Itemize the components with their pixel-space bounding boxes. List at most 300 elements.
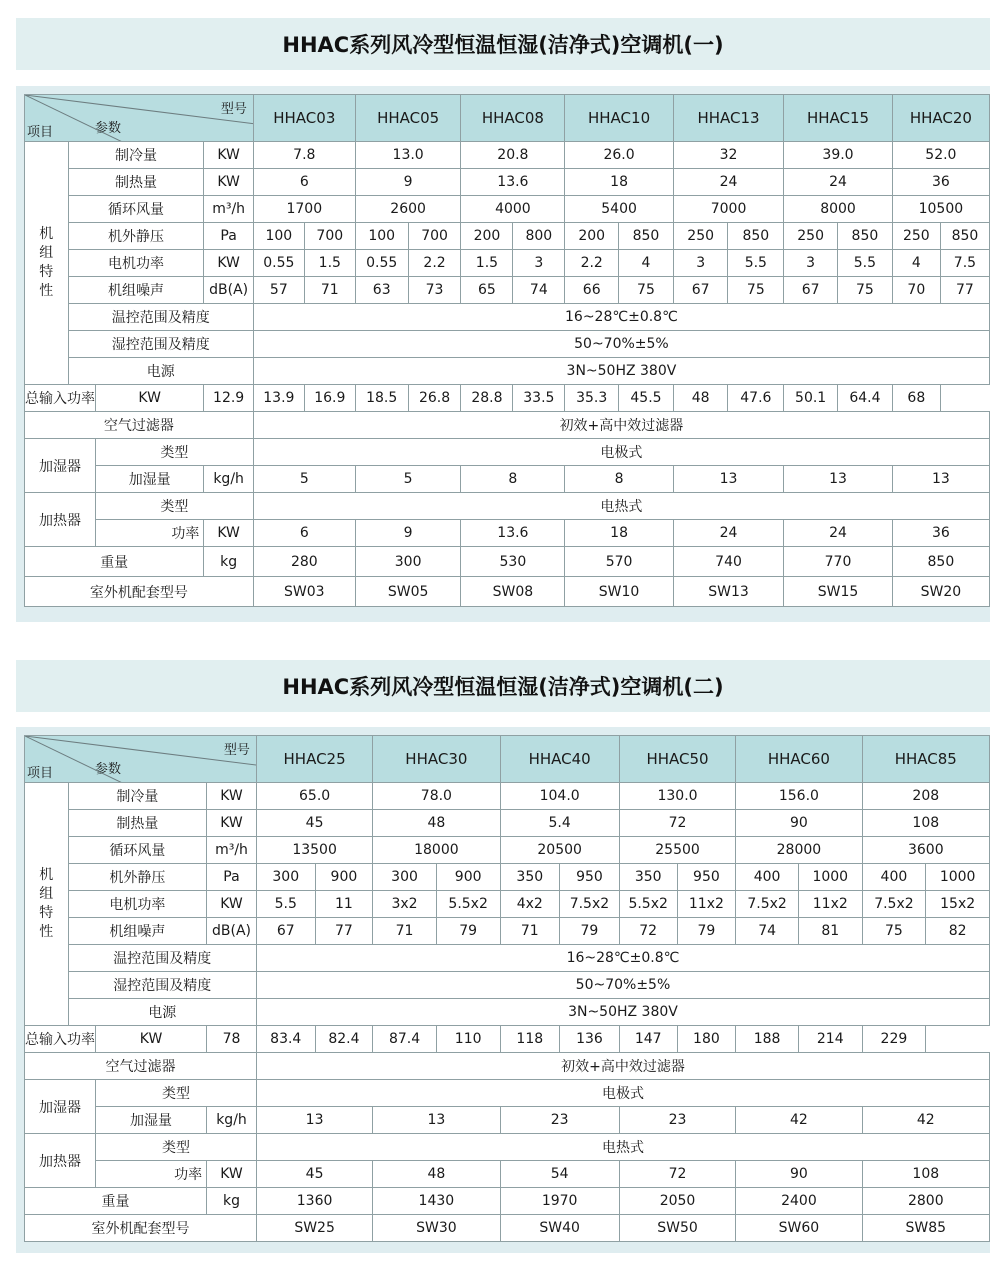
cell-value: 7.5x2 bbox=[736, 891, 799, 918]
cell-value: 24 bbox=[784, 520, 893, 547]
model-header: HHAC30 bbox=[373, 736, 500, 783]
cell-value: 1.5 bbox=[304, 250, 355, 277]
cell-value: 77 bbox=[940, 277, 989, 304]
row-label: 机外静压 bbox=[68, 864, 206, 891]
cell-value: 7.5x2 bbox=[862, 891, 926, 918]
cell-value: 3 bbox=[673, 250, 728, 277]
cell-value: 13500 bbox=[256, 837, 372, 864]
cell-value: 28000 bbox=[736, 837, 862, 864]
cell-value: 79 bbox=[677, 918, 736, 945]
cell-value: 4 bbox=[619, 250, 674, 277]
weight-label: 重量 bbox=[25, 547, 204, 577]
cell-value: SW05 bbox=[355, 577, 461, 607]
cell-value: 73 bbox=[408, 277, 461, 304]
row-label: 机组噪声 bbox=[68, 918, 206, 945]
cell-value: 250 bbox=[892, 223, 940, 250]
cell-value: 530 bbox=[461, 547, 565, 577]
corner-param-label: 参数 bbox=[95, 121, 122, 136]
cell-value: 6 bbox=[253, 169, 355, 196]
cell-value: 36 bbox=[892, 520, 989, 547]
cell-value: SW10 bbox=[565, 577, 674, 607]
cell-value: SW85 bbox=[862, 1215, 989, 1242]
cell-value: SW15 bbox=[784, 577, 893, 607]
cell-value: 110 bbox=[436, 1026, 500, 1053]
cell-value: 11 bbox=[315, 891, 373, 918]
heater-type-value: 电热式 bbox=[256, 1134, 989, 1161]
corner-header bbox=[25, 95, 254, 142]
cell-value: 770 bbox=[784, 547, 893, 577]
cell-value: 208 bbox=[862, 783, 989, 810]
air-filter-label: 空气过滤器 bbox=[25, 1053, 257, 1080]
cell-value: 850 bbox=[619, 223, 674, 250]
row-label: 制热量 bbox=[68, 169, 204, 196]
unit-features-char: 组 bbox=[39, 886, 54, 902]
cell-value: 850 bbox=[940, 223, 989, 250]
cell-value: 400 bbox=[862, 864, 926, 891]
cell-value: 350 bbox=[500, 864, 560, 891]
cell-value: 7000 bbox=[673, 196, 783, 223]
unit-label: dB(A) bbox=[204, 277, 253, 304]
heater-power-label: 功率 bbox=[96, 1161, 207, 1188]
row-label: 机外静压 bbox=[68, 223, 204, 250]
outdoor-unit-label: 室外机配套型号 bbox=[25, 577, 254, 607]
corner-item-label: 项目 bbox=[27, 766, 54, 781]
unit-features-char: 性 bbox=[39, 283, 54, 299]
cell-value: 180 bbox=[677, 1026, 736, 1053]
cell-value: 3x2 bbox=[373, 891, 437, 918]
cell-value: 75 bbox=[838, 277, 893, 304]
cell-value: 2400 bbox=[736, 1188, 862, 1215]
corner-model-label: 型号 bbox=[220, 102, 247, 117]
unit-label: KW bbox=[204, 520, 253, 547]
cell-value: 280 bbox=[253, 547, 355, 577]
table1-panel bbox=[16, 86, 990, 622]
unit-label: KW bbox=[207, 1161, 257, 1188]
cell-value: 13.9 bbox=[253, 385, 304, 412]
cell-value: 2600 bbox=[355, 196, 461, 223]
cell-value: 5 bbox=[253, 466, 355, 493]
cell-value: 48 bbox=[673, 385, 728, 412]
cell-value: SW30 bbox=[373, 1215, 500, 1242]
cell-value: 77 bbox=[315, 918, 373, 945]
cell-value: SW20 bbox=[892, 577, 989, 607]
cell-value: 90 bbox=[736, 1161, 862, 1188]
cell-value: 42 bbox=[736, 1107, 862, 1134]
cell-value: 78 bbox=[207, 1026, 257, 1053]
model-header: HHAC15 bbox=[784, 95, 893, 142]
row-label: 制冷量 bbox=[68, 783, 206, 810]
cell-value: 18 bbox=[565, 169, 674, 196]
humidify-amount-label: 加湿量 bbox=[96, 1107, 207, 1134]
cell-value: 3 bbox=[513, 250, 565, 277]
cell-value: 72 bbox=[619, 918, 677, 945]
cell-value: 13.0 bbox=[355, 142, 461, 169]
cell-value: 39.0 bbox=[784, 142, 893, 169]
cell-value: 50.1 bbox=[784, 385, 838, 412]
cell-value: 700 bbox=[408, 223, 461, 250]
unit-label: kg/h bbox=[204, 466, 253, 493]
corner-item-label: 项目 bbox=[27, 125, 54, 140]
cell-value: 3 bbox=[784, 250, 838, 277]
cell-value: SW03 bbox=[253, 577, 355, 607]
model-header: HHAC10 bbox=[565, 95, 674, 142]
cell-value: 214 bbox=[798, 1026, 862, 1053]
heater-power-label: 功率 bbox=[96, 520, 204, 547]
cell-value: 26.0 bbox=[565, 142, 674, 169]
corner-param-label: 参数 bbox=[95, 762, 122, 777]
row-label: 电源 bbox=[68, 999, 256, 1026]
cell-value: 1700 bbox=[253, 196, 355, 223]
humidifier-type-label: 类型 bbox=[96, 439, 254, 466]
spanned-value: 50~70%±5% bbox=[253, 331, 989, 358]
row-label: 湿控范围及精度 bbox=[68, 331, 253, 358]
cell-value: 75 bbox=[862, 918, 926, 945]
cell-value: 850 bbox=[728, 223, 784, 250]
cell-value: 700 bbox=[304, 223, 355, 250]
cell-value: 2800 bbox=[862, 1188, 989, 1215]
cell-value: 79 bbox=[436, 918, 500, 945]
cell-value: 2050 bbox=[619, 1188, 735, 1215]
cell-value: 67 bbox=[784, 277, 838, 304]
cell-value: 200 bbox=[461, 223, 513, 250]
unit-label: kg bbox=[204, 547, 253, 577]
model-header: HHAC60 bbox=[736, 736, 862, 783]
cell-value: 8 bbox=[565, 466, 674, 493]
corner-header bbox=[25, 736, 257, 783]
spanned-value: 50~70%±5% bbox=[256, 972, 989, 999]
corner-model-label: 型号 bbox=[223, 743, 250, 758]
model-header: HHAC05 bbox=[355, 95, 461, 142]
unit-features-char: 机 bbox=[39, 867, 54, 883]
cell-value: 136 bbox=[560, 1026, 620, 1053]
cell-value: 5.5 bbox=[838, 250, 893, 277]
cell-value: 900 bbox=[436, 864, 500, 891]
cell-value: 18.5 bbox=[355, 385, 408, 412]
cell-value: SW50 bbox=[619, 1215, 735, 1242]
weight-label: 重量 bbox=[25, 1188, 207, 1215]
unit-label: KW bbox=[204, 250, 253, 277]
cell-value: 90 bbox=[736, 810, 862, 837]
outdoor-unit-label: 室外机配套型号 bbox=[25, 1215, 257, 1242]
unit-features-char: 性 bbox=[39, 924, 54, 940]
cell-value: 850 bbox=[892, 547, 989, 577]
cell-value: 0.55 bbox=[355, 250, 408, 277]
spec-table-1 bbox=[24, 94, 990, 607]
unit-label: KW bbox=[207, 810, 257, 837]
cell-value: 47.6 bbox=[728, 385, 784, 412]
cell-value: 13 bbox=[892, 466, 989, 493]
cell-value: 20500 bbox=[500, 837, 619, 864]
cell-value: 0.55 bbox=[253, 250, 304, 277]
cell-value: 2.2 bbox=[408, 250, 461, 277]
cell-value: 13 bbox=[784, 466, 893, 493]
cell-value: 5400 bbox=[565, 196, 674, 223]
cell-value: 300 bbox=[373, 864, 437, 891]
cell-value: 5.5x2 bbox=[436, 891, 500, 918]
cell-value: 200 bbox=[565, 223, 619, 250]
row-label: 循环风量 bbox=[68, 196, 204, 223]
model-header: HHAC13 bbox=[673, 95, 783, 142]
cell-value: 104.0 bbox=[500, 783, 619, 810]
model-header: HHAC40 bbox=[500, 736, 619, 783]
cell-value: 229 bbox=[862, 1026, 926, 1053]
cell-value: 9 bbox=[355, 169, 461, 196]
cell-value: 24 bbox=[784, 169, 893, 196]
cell-value: 66 bbox=[565, 277, 619, 304]
spec-table-2 bbox=[24, 735, 990, 1242]
cell-value: 4000 bbox=[461, 196, 565, 223]
cell-value: 24 bbox=[673, 520, 783, 547]
row-label: 电源 bbox=[68, 358, 253, 385]
cell-value: 64.4 bbox=[838, 385, 893, 412]
table2-title: HHAC系列风冷型恒温恒湿(洁净式)空调机(二) bbox=[16, 660, 990, 712]
row-label: 机组噪声 bbox=[68, 277, 204, 304]
unit-label: KW bbox=[207, 891, 257, 918]
cell-value: 11x2 bbox=[798, 891, 862, 918]
humidifier-type-value: 电极式 bbox=[253, 439, 989, 466]
cell-value: 68 bbox=[892, 385, 940, 412]
cell-value: 23 bbox=[619, 1107, 735, 1134]
cell-value: SW08 bbox=[461, 577, 565, 607]
cell-value: 5 bbox=[355, 466, 461, 493]
cell-value: 33.5 bbox=[513, 385, 565, 412]
cell-value: 740 bbox=[673, 547, 783, 577]
cell-value: 9 bbox=[355, 520, 461, 547]
row-label: 制冷量 bbox=[68, 142, 204, 169]
cell-value: 45.5 bbox=[619, 385, 674, 412]
diagonal-lines bbox=[25, 736, 256, 783]
cell-value: 850 bbox=[838, 223, 893, 250]
cell-value: 8 bbox=[461, 466, 565, 493]
cell-value: 75 bbox=[728, 277, 784, 304]
cell-value: 45 bbox=[256, 810, 372, 837]
cell-value: 1.5 bbox=[461, 250, 513, 277]
unit-label: Pa bbox=[204, 223, 253, 250]
cell-value: 300 bbox=[256, 864, 315, 891]
cell-value: 1430 bbox=[373, 1188, 500, 1215]
heater-type-label: 类型 bbox=[96, 1134, 257, 1161]
cell-value: 32 bbox=[673, 142, 783, 169]
cell-value: 48 bbox=[373, 810, 500, 837]
cell-value: 83.4 bbox=[256, 1026, 315, 1053]
cell-value: 1000 bbox=[926, 864, 990, 891]
unit-label: kg bbox=[207, 1188, 257, 1215]
cell-value: 6 bbox=[253, 520, 355, 547]
unit-features-char: 特 bbox=[39, 264, 54, 280]
cell-value: 300 bbox=[355, 547, 461, 577]
row-label: 总输入功率 bbox=[25, 385, 96, 412]
cell-value: 950 bbox=[560, 864, 620, 891]
cell-value: 18 bbox=[565, 520, 674, 547]
cell-value: 82.4 bbox=[315, 1026, 373, 1053]
cell-value: 42 bbox=[862, 1107, 989, 1134]
unit-features-char: 组 bbox=[39, 245, 54, 261]
model-header: HHAC03 bbox=[253, 95, 355, 142]
cell-value: 11x2 bbox=[677, 891, 736, 918]
humidifier-type-label: 类型 bbox=[96, 1080, 257, 1107]
table2-panel bbox=[16, 727, 990, 1253]
cell-value: 950 bbox=[677, 864, 736, 891]
cell-value: 108 bbox=[862, 810, 989, 837]
cell-value: 26.8 bbox=[408, 385, 461, 412]
cell-value: SW40 bbox=[500, 1215, 619, 1242]
cell-value: 900 bbox=[315, 864, 373, 891]
air-filter-value: 初效+高中效过滤器 bbox=[253, 412, 989, 439]
unit-label: KW bbox=[96, 1026, 207, 1053]
cell-value: 70 bbox=[892, 277, 940, 304]
cell-value: 87.4 bbox=[373, 1026, 437, 1053]
cell-value: SW13 bbox=[673, 577, 783, 607]
unit-label: KW bbox=[207, 783, 257, 810]
cell-value: 7.5 bbox=[940, 250, 989, 277]
unit-features-label bbox=[25, 142, 69, 385]
cell-value: SW60 bbox=[736, 1215, 862, 1242]
row-label: 电机功率 bbox=[68, 250, 204, 277]
model-header: HHAC85 bbox=[862, 736, 989, 783]
model-header: HHAC25 bbox=[256, 736, 372, 783]
unit-label: KW bbox=[204, 142, 253, 169]
cell-value: 67 bbox=[256, 918, 315, 945]
spanned-value: 3N~50HZ 380V bbox=[253, 358, 989, 385]
unit-label: kg/h bbox=[207, 1107, 257, 1134]
cell-value: 8000 bbox=[784, 196, 893, 223]
cell-value: 800 bbox=[513, 223, 565, 250]
model-header: HHAC20 bbox=[892, 95, 989, 142]
cell-value: 18000 bbox=[373, 837, 500, 864]
cell-value: 188 bbox=[736, 1026, 799, 1053]
unit-label: dB(A) bbox=[207, 918, 257, 945]
cell-value: 147 bbox=[619, 1026, 677, 1053]
cell-value: 5.5 bbox=[256, 891, 315, 918]
cell-value: 65.0 bbox=[256, 783, 372, 810]
cell-value: 100 bbox=[253, 223, 304, 250]
cell-value: 45 bbox=[256, 1161, 372, 1188]
heater-label: 加热器 bbox=[25, 1134, 96, 1188]
air-filter-value: 初效+高中效过滤器 bbox=[256, 1053, 989, 1080]
cell-value: 74 bbox=[513, 277, 565, 304]
heater-type-value: 电热式 bbox=[253, 493, 989, 520]
cell-value: 82 bbox=[926, 918, 990, 945]
unit-label: Pa bbox=[207, 864, 257, 891]
diagonal-lines bbox=[25, 95, 253, 142]
cell-value: 2.2 bbox=[565, 250, 619, 277]
model-header: HHAC08 bbox=[461, 95, 565, 142]
cell-value: 57 bbox=[253, 277, 304, 304]
unit-label: KW bbox=[204, 169, 253, 196]
cell-value: 5.4 bbox=[500, 810, 619, 837]
cell-value: 79 bbox=[560, 918, 620, 945]
spanned-value: 3N~50HZ 380V bbox=[256, 999, 989, 1026]
cell-value: 20.8 bbox=[461, 142, 565, 169]
table1-title: HHAC系列风冷型恒温恒湿(洁净式)空调机(一) bbox=[16, 18, 990, 70]
cell-value: 48 bbox=[373, 1161, 500, 1188]
humidifier-label: 加湿器 bbox=[25, 439, 96, 493]
cell-value: 24 bbox=[673, 169, 783, 196]
cell-value: 23 bbox=[500, 1107, 619, 1134]
cell-value: 400 bbox=[736, 864, 799, 891]
cell-value: 350 bbox=[619, 864, 677, 891]
unit-features-char: 机 bbox=[39, 226, 54, 242]
cell-value: 1000 bbox=[798, 864, 862, 891]
spanned-value: 16~28℃±0.8℃ bbox=[256, 945, 989, 972]
unit-label: KW bbox=[96, 385, 204, 412]
cell-value: 67 bbox=[673, 277, 728, 304]
heater-label: 加热器 bbox=[25, 493, 96, 547]
row-label: 循环风量 bbox=[68, 837, 206, 864]
row-label: 电机功率 bbox=[68, 891, 206, 918]
cell-value: 5.5x2 bbox=[619, 891, 677, 918]
cell-value: 16.9 bbox=[304, 385, 355, 412]
unit-features-label bbox=[25, 783, 69, 1026]
cell-value: 10500 bbox=[892, 196, 989, 223]
cell-value: 108 bbox=[862, 1161, 989, 1188]
cell-value: 13 bbox=[256, 1107, 372, 1134]
model-header: HHAC50 bbox=[619, 736, 735, 783]
row-label: 湿控范围及精度 bbox=[68, 972, 256, 999]
cell-value: 35.3 bbox=[565, 385, 619, 412]
cell-value: 72 bbox=[619, 810, 735, 837]
unit-label: m³/h bbox=[207, 837, 257, 864]
cell-value: 1970 bbox=[500, 1188, 619, 1215]
unit-features-char: 特 bbox=[39, 905, 54, 921]
cell-value: 156.0 bbox=[736, 783, 862, 810]
air-filter-label: 空气过滤器 bbox=[25, 412, 254, 439]
unit-label: m³/h bbox=[204, 196, 253, 223]
cell-value: 250 bbox=[784, 223, 838, 250]
cell-value: 71 bbox=[304, 277, 355, 304]
cell-value: 81 bbox=[798, 918, 862, 945]
cell-value: 78.0 bbox=[373, 783, 500, 810]
heater-type-label: 类型 bbox=[96, 493, 254, 520]
cell-value: 3600 bbox=[862, 837, 989, 864]
row-label: 总输入功率 bbox=[25, 1026, 96, 1053]
cell-value: 28.8 bbox=[461, 385, 513, 412]
cell-value: 100 bbox=[355, 223, 408, 250]
cell-value: 570 bbox=[565, 547, 674, 577]
cell-value: 12.9 bbox=[204, 385, 253, 412]
cell-value: 52.0 bbox=[892, 142, 989, 169]
humidifier-type-value: 电极式 bbox=[256, 1080, 989, 1107]
cell-value: 15x2 bbox=[926, 891, 990, 918]
cell-value: 7.8 bbox=[253, 142, 355, 169]
cell-value: 13.6 bbox=[461, 169, 565, 196]
humidify-amount-label: 加湿量 bbox=[96, 466, 204, 493]
cell-value: 54 bbox=[500, 1161, 619, 1188]
cell-value: 5.5 bbox=[728, 250, 784, 277]
humidifier-label: 加湿器 bbox=[25, 1080, 96, 1134]
row-label: 制热量 bbox=[68, 810, 206, 837]
cell-value: 250 bbox=[673, 223, 728, 250]
cell-value: 118 bbox=[500, 1026, 560, 1053]
cell-value: 74 bbox=[736, 918, 799, 945]
cell-value: 25500 bbox=[619, 837, 735, 864]
row-label: 温控范围及精度 bbox=[68, 945, 256, 972]
cell-value: 75 bbox=[619, 277, 674, 304]
cell-value: 63 bbox=[355, 277, 408, 304]
cell-value: 13 bbox=[373, 1107, 500, 1134]
cell-value: 36 bbox=[892, 169, 989, 196]
cell-value: 4x2 bbox=[500, 891, 560, 918]
cell-value: 71 bbox=[500, 918, 560, 945]
cell-value: 130.0 bbox=[619, 783, 735, 810]
cell-value: SW25 bbox=[256, 1215, 372, 1242]
spanned-value: 16~28℃±0.8℃ bbox=[253, 304, 989, 331]
cell-value: 72 bbox=[619, 1161, 735, 1188]
cell-value: 4 bbox=[892, 250, 940, 277]
cell-value: 71 bbox=[373, 918, 437, 945]
cell-value: 13 bbox=[673, 466, 783, 493]
cell-value: 7.5x2 bbox=[560, 891, 620, 918]
